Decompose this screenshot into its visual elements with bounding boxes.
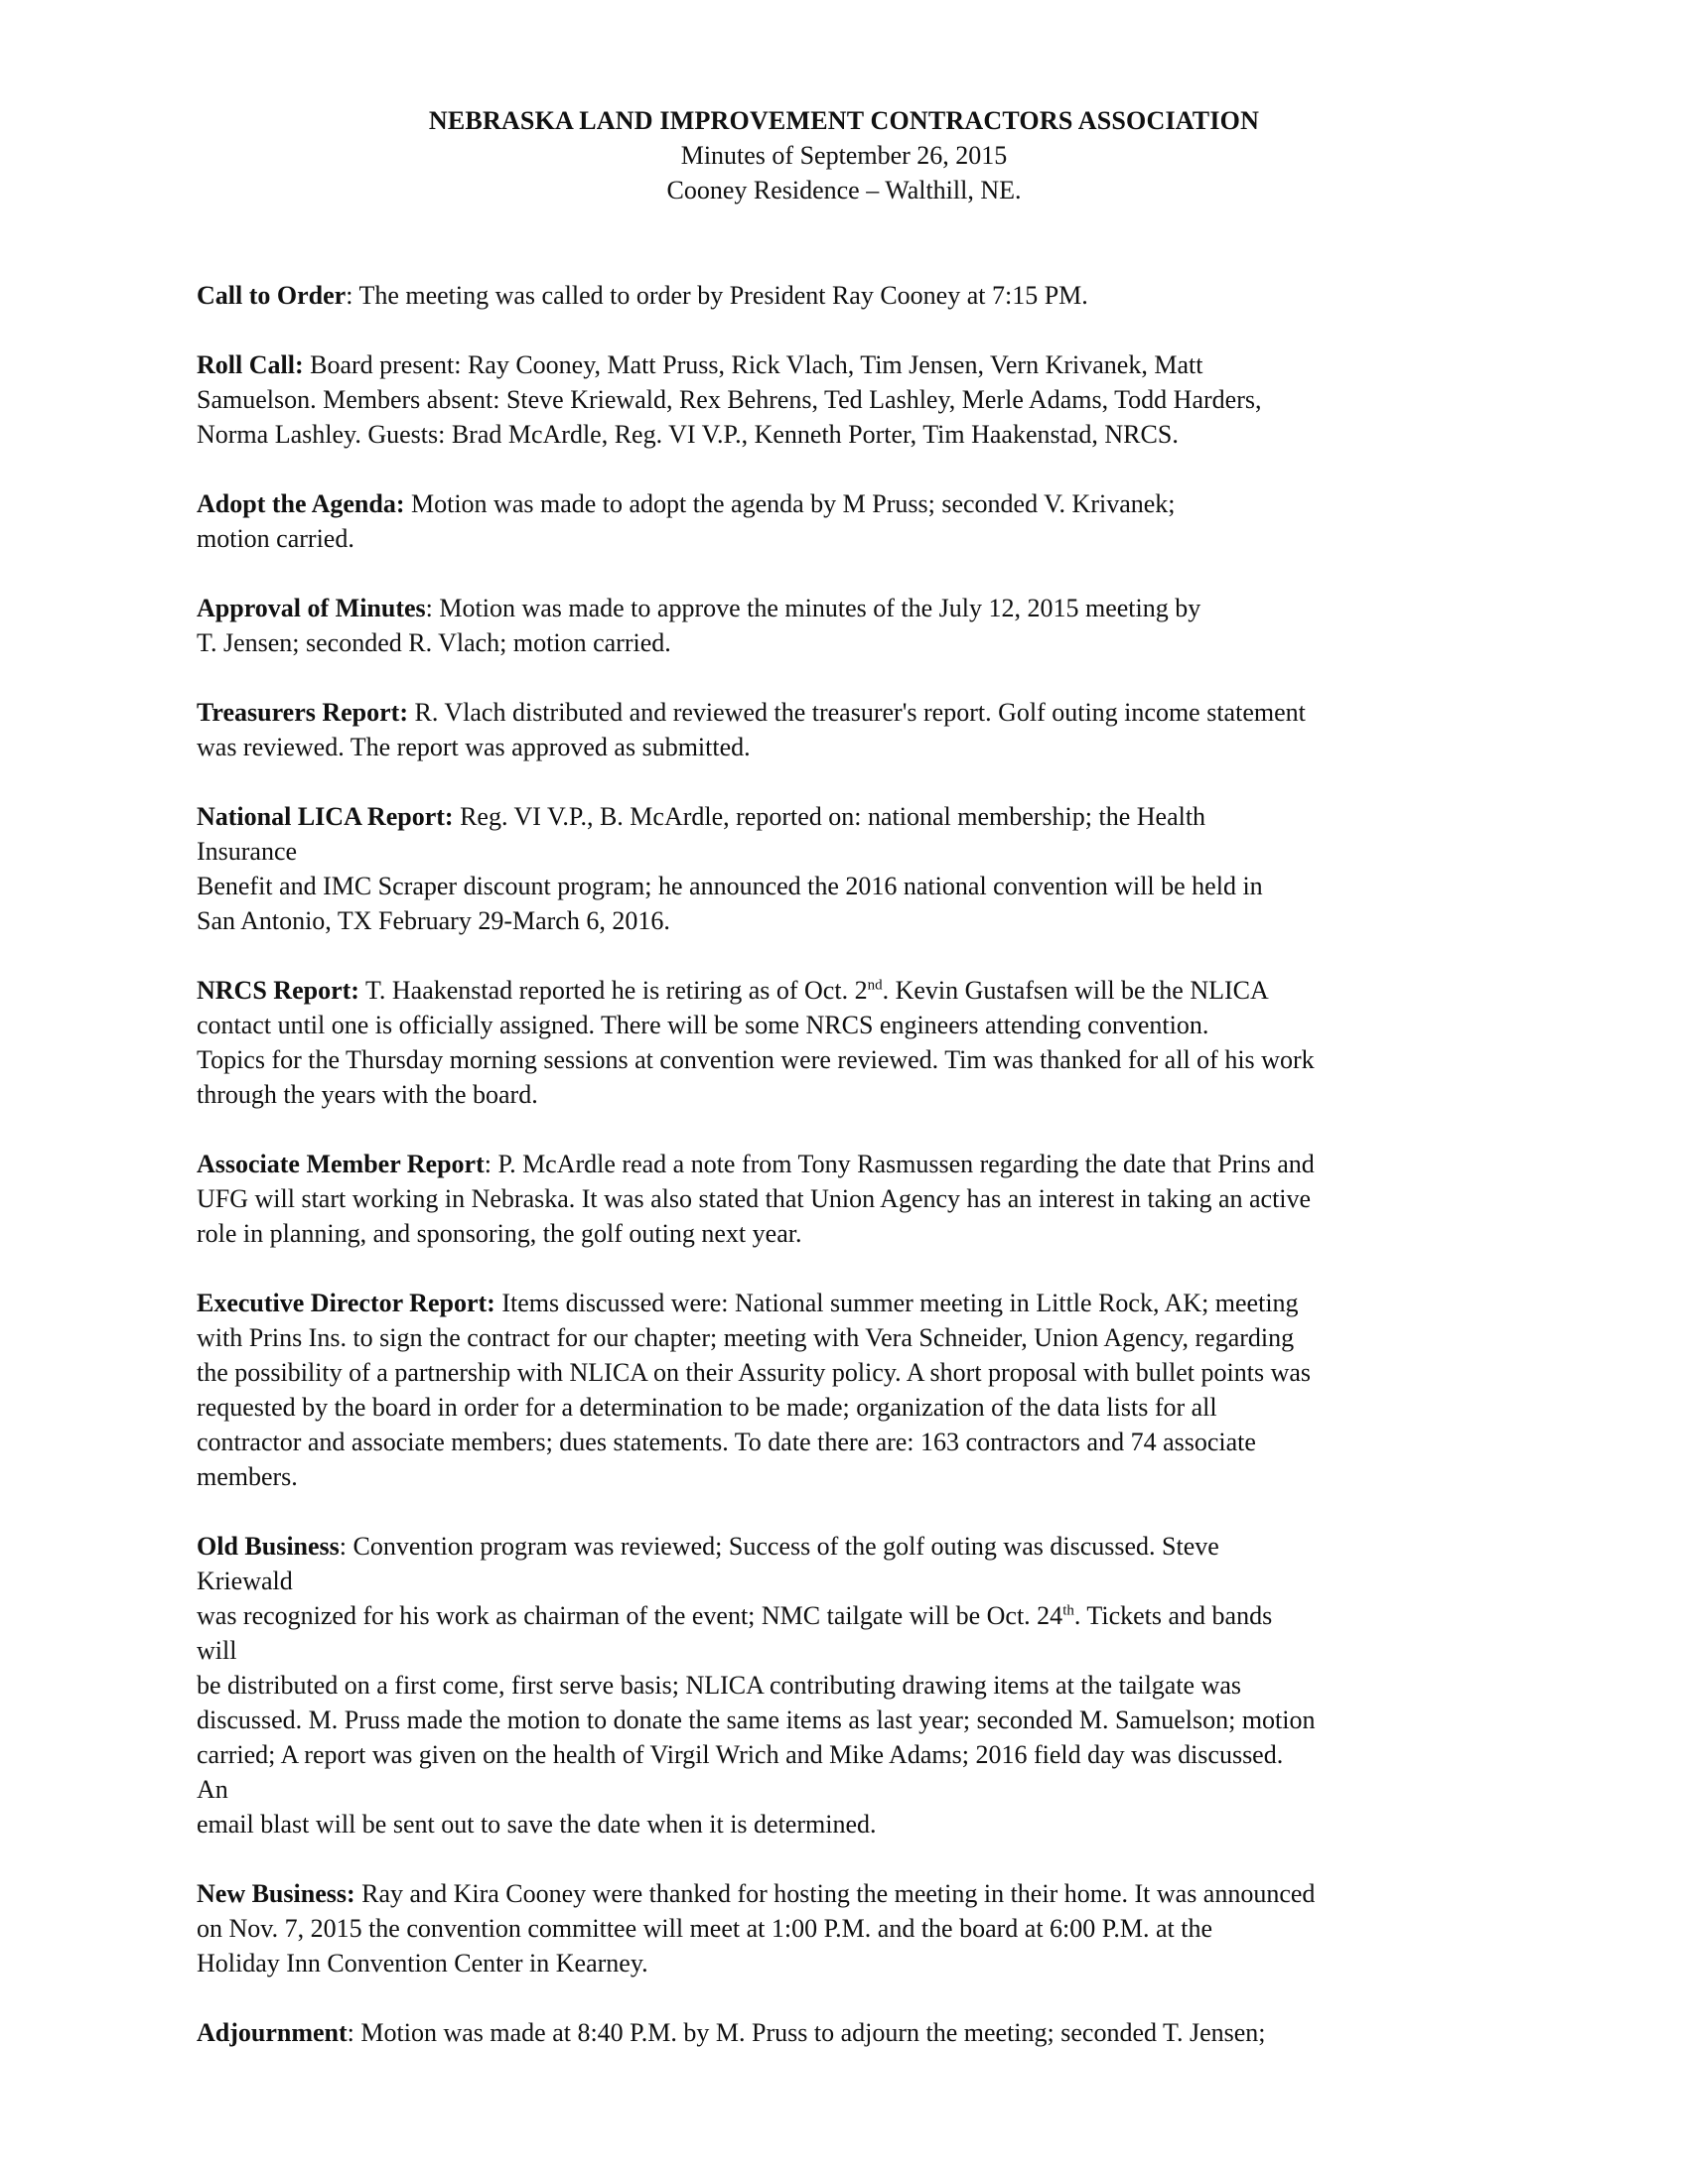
new-business-section	[197, 1876, 1527, 1980]
nrcs-report-heading: NRCS Report:	[197, 976, 359, 1005]
associate-member-section	[197, 1147, 1527, 1251]
executive-director-section	[197, 1286, 1527, 1494]
roll-call-section	[197, 347, 1527, 452]
document-header	[0, 103, 1688, 207]
associate-member-heading: Associate Member Report	[197, 1150, 485, 1178]
new-business-text: on Nov. 7, 2015 the convention committee will meet at 1:00 P.M. and the board at 6:00 P.M. at the	[197, 1914, 1212, 1943]
new-business-text: Holiday Inn Convention Center in Kearney.	[197, 1949, 648, 1978]
old-business-text: : Convention program was reviewed; Success of the golf outing was discussed. Steve	[339, 1532, 1219, 1561]
old-business-text: discussed. M. Pruss made the motion to donate the same items as last year; seconded M. Samuelson; motion	[197, 1706, 1316, 1734]
old-business-text: An	[197, 1775, 228, 1804]
national-lica-text: Insurance	[197, 837, 298, 866]
approval-minutes-text: T. Jensen; seconded R. Vlach; motion carried.	[197, 628, 671, 657]
executive-director-text: with Prins Ins. to sign the contract for our chapter; meeting with Vera Schneider, Union Agency, regarding	[197, 1323, 1295, 1352]
adopt-agenda-text: Motion was made to adopt the agenda by M Pruss; seconded V. Krivanek;	[404, 489, 1176, 518]
old-business-heading: Old Business	[197, 1532, 340, 1561]
approval-minutes-section	[197, 591, 1527, 660]
national-lica-heading: National LICA Report:	[197, 802, 454, 831]
call-to-order-text: : The meeting was called to order by President Ray Cooney at 7:15 PM.	[346, 281, 1088, 310]
old-business-text: . Tickets and bands	[1073, 1601, 1273, 1630]
nrcs-report-text: . Kevin Gustafsen will be the NLICA	[882, 976, 1269, 1005]
executive-director-heading: Executive Director Report:	[197, 1289, 495, 1317]
meeting-location: Cooney Residence – Walthill, NE.	[666, 176, 1022, 205]
treasurers-report-text: R. Vlach distributed and reviewed the treasurer's report. Golf outing income statement	[408, 698, 1306, 727]
new-business-heading: New Business:	[197, 1879, 355, 1908]
treasurers-report-heading: Treasurers Report:	[197, 698, 409, 727]
associate-member-text: UFG will start working in Nebraska. It was also stated that Union Agency has an interest in taking an active	[197, 1184, 1312, 1213]
executive-director-text: members.	[197, 1462, 298, 1491]
adjournment-section	[197, 2015, 1527, 2050]
minutes-body	[197, 278, 1527, 2085]
adopt-agenda-heading: Adopt the Agenda:	[197, 489, 405, 518]
nrcs-report-text: T. Haakenstad reported he is retiring as of Oct. 2	[358, 976, 868, 1005]
approval-minutes-text: : Motion was made to approve the minutes of the July 12, 2015 meeting by	[425, 594, 1201, 622]
national-lica-section	[197, 799, 1527, 938]
executive-director-text: contractor and associate members; dues statements. To date there are: 163 contractors and 74 associate	[197, 1428, 1256, 1456]
roll-call-text: Board present: Ray Cooney, Matt Pruss, Rick Vlach, Tim Jensen, Vern Krivanek, Matt	[303, 350, 1203, 379]
old-business-text: email blast will be sent out to save the date when it is determined.	[197, 1810, 877, 1839]
old-business-section	[197, 1529, 1527, 1842]
approval-minutes-heading: Approval of Minutes	[197, 594, 426, 622]
new-business-text: Ray and Kira Cooney were thanked for hosting the meeting in their home. It was announced	[354, 1879, 1316, 1908]
ordinal-suffix: th	[1062, 1602, 1074, 1619]
organization-title: NEBRASKA LAND IMPROVEMENT CONTRACTORS ASSOCIATION	[428, 106, 1260, 135]
national-lica-text: San Antonio, TX February 29-March 6, 2016.	[197, 906, 670, 935]
adopt-agenda-text: motion carried.	[197, 524, 354, 553]
old-business-text: Kriewald	[197, 1567, 293, 1595]
associate-member-text: role in planning, and sponsoring, the golf outing next year.	[197, 1219, 802, 1248]
old-business-text: carried; A report was given on the health of Virgil Wrich and Mike Adams; 2016 field day was discussed.	[197, 1740, 1284, 1769]
roll-call-heading: Roll Call:	[197, 350, 304, 379]
nrcs-report-text: through the years with the board.	[197, 1080, 538, 1109]
executive-director-text: requested by the board in order for a determination to be made; organization of the data lists for all	[197, 1393, 1217, 1422]
old-business-text: was recognized for his work as chairman of the event; NMC tailgate will be Oct. 24	[197, 1601, 1063, 1630]
executive-director-text: Items discussed were: National summer meeting in Little Rock, AK; meeting	[494, 1289, 1299, 1317]
roll-call-text: Norma Lashley. Guests: Brad McArdle, Reg. VI V.P., Kenneth Porter, Tim Haakenstad, NRCS.	[197, 420, 1179, 449]
minutes-date: Minutes of September 26, 2015	[680, 141, 1008, 170]
nrcs-report-section	[197, 973, 1527, 1112]
ordinal-suffix: nd	[867, 977, 883, 994]
old-business-text: will	[197, 1636, 237, 1665]
national-lica-text: Benefit and IMC Scraper discount program; he announced the 2016 national convention will be held in	[197, 872, 1263, 900]
adjournment-text: : Motion was made at 8:40 P.M. by M. Pruss to adjourn the meeting; seconded T. Jensen;	[347, 2018, 1266, 2047]
treasurers-report-section	[197, 695, 1527, 764]
executive-director-text: the possibility of a partnership with NLICA on their Assurity policy. A short proposal with bullet points was	[197, 1358, 1312, 1387]
treasurers-report-text: was reviewed. The report was approved as submitted.	[197, 733, 751, 761]
adjournment-heading: Adjournment	[197, 2018, 348, 2047]
associate-member-text: : P. McArdle read a note from Tony Rasmussen regarding the date that Prins and	[484, 1150, 1315, 1178]
call-to-order-section	[197, 278, 1527, 313]
nrcs-report-text: Topics for the Thursday morning sessions at convention were reviewed. Tim was thanked for all of his work	[197, 1045, 1315, 1074]
old-business-text: be distributed on a first come, first serve basis; NLICA contributing drawing items at the tailgate was	[197, 1671, 1242, 1700]
roll-call-text: Samuelson. Members absent: Steve Kriewald, Rex Behrens, Ted Lashley, Merle Adams, Todd Harders,	[197, 385, 1262, 414]
nrcs-report-text: contact until one is officially assigned. There will be some NRCS engineers attending convention.	[197, 1011, 1209, 1039]
adopt-agenda-section	[197, 486, 1527, 556]
call-to-order-heading: Call to Order	[197, 281, 347, 310]
national-lica-text: Reg. VI V.P., B. McArdle, reported on: national membership; the Health	[453, 802, 1206, 831]
